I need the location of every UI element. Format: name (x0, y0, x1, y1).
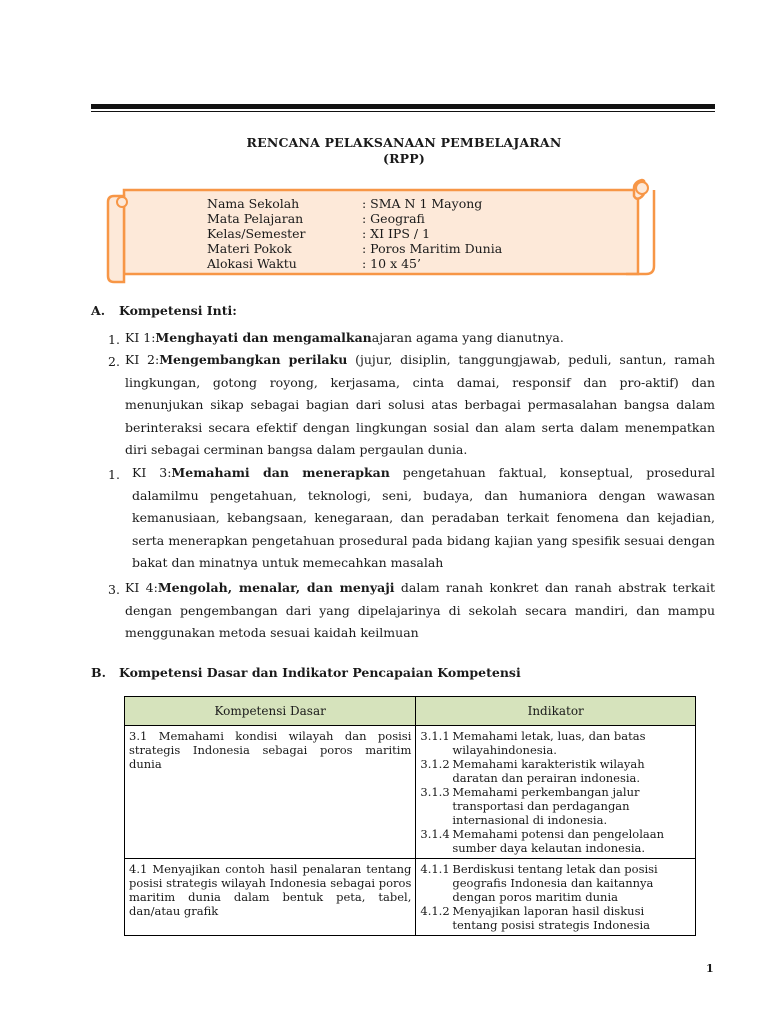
indicator-item (420, 862, 691, 904)
identity-row (207, 196, 562, 211)
ki-prefix: KI 2: (125, 352, 160, 367)
indicator-cell (416, 859, 696, 936)
table-row (125, 859, 696, 936)
indicator-item (420, 827, 691, 855)
competency-table (124, 696, 696, 936)
table-header-row (125, 697, 696, 726)
indicator-number: 3.1.1 (420, 729, 450, 743)
list-number: 2. (108, 354, 120, 369)
identity-value: : XI IPS / 1 (362, 226, 431, 241)
indicator-text: Menyajikan laporan hasil diskusi tentang posisi strategis Indonesia (452, 904, 650, 932)
ki-bold: Mengembangkan perilaku (159, 352, 348, 367)
table-row (125, 726, 696, 859)
identity-value: : SMA N 1 Mayong (362, 196, 483, 211)
ki-item (125, 577, 715, 645)
indicator-text: Memahami letak, luas, dan batas wilayahindonesia. (452, 729, 646, 757)
kd-cell: 3.1 Memahami kondisi wilayah dan posisi strategis Indonesia sebagai poros maritim dunia (125, 726, 416, 859)
identity-key: Kelas/Semester (207, 226, 306, 241)
ki-text: (jujur, disiplin, tanggungjawab, peduli, santun, ramah lingkungan, gotong royong, kerjasama, cinta damai, responsif dan pro-aktif) dan menunjukan sikap sebagai bagian dari solusi atas berbagai permasalahan bangsa dalam berinteraksi secara efektif dengan lingkungan sosial dan alam serta dalam menempatkan diri sebagai cerminan bangsa dalam pergaulan dunia. (125, 352, 715, 457)
indicator-number: 3.1.4 (420, 827, 450, 841)
ki-text: dalam ranah konkret dan ranah abstrak terkait dengan pengembangan dari yang dipelajarinya di sekolah secara mandiri, dan mampu menggunakan metoda sesuai kaidah keilmuan (125, 580, 715, 640)
ki-bold: Menghayati dan mengamalkan (155, 330, 372, 345)
list-number: 3. (108, 582, 120, 597)
document-subtitle: (RPP) (382, 151, 425, 166)
identity-row (207, 211, 562, 226)
section-letter: A. (91, 303, 106, 318)
ki-prefix: KI 4: (125, 580, 158, 595)
indicator-item (420, 757, 691, 785)
section-title: Kompetensi Inti: (119, 303, 237, 318)
list-number: 1. (108, 467, 120, 482)
indicator-number: 3.1.3 (420, 785, 450, 799)
ki-item (125, 327, 715, 350)
indicator-number: 4.1.1 (420, 862, 450, 876)
identity-value: : 10 x 45’ (362, 256, 421, 271)
ki-prefix: KI 3: (132, 465, 172, 480)
indicator-text: Berdiskusi tentang letak dan posisi geografis Indonesia dan kaitannya dengan poros maritim dunia (452, 862, 658, 904)
indicator-item (420, 729, 691, 757)
column-header: Indikator (416, 697, 696, 726)
identity-key: Materi Pokok (207, 241, 292, 256)
column-header: Kompetensi Dasar (125, 697, 416, 726)
kd-cell: 4.1 Menyajikan contoh hasil penalaran tentang posisi strategis wilayah Indonesia sebagai poros maritim dunia dalam bentuk peta, tabel, dan/atau grafik (125, 859, 416, 936)
identity-row (207, 256, 562, 271)
identity-key: Alokasi Waktu (207, 256, 297, 271)
section-b-heading (91, 665, 521, 680)
indicator-number: 4.1.2 (420, 904, 450, 918)
ki-bold: Memahami dan menerapkan (171, 465, 390, 480)
ki-text: pengetahuan faktual, konseptual, prosedural dalamilmu pengetahuan, teknologi, seni, budaya, dan humaniora dengan wawasan kemanusiaan, kebangsaan, kenegaraan, dan peradaban terkait fenomena dan kejadian, serta menerapkan pengetahuan prosedural pada bidang kajian yang spesifik sesuai dengan bakat dan minatnya untuk memecahkan masalah (132, 465, 715, 570)
ki-item (125, 349, 715, 462)
identity-value: : Poros Maritim Dunia (362, 241, 503, 256)
indicator-item (420, 904, 691, 932)
identity-row (207, 241, 562, 256)
identity-value: : Geografi (362, 211, 425, 226)
indicator-number: 3.1.2 (420, 757, 450, 771)
indicator-text: Memahami karakteristik wilayah daratan dan perairan indonesia. (452, 757, 645, 785)
indicator-text: Memahami potensi dan pengelolaan sumber daya kelautan indonesia. (452, 827, 664, 855)
ki-item (132, 462, 715, 575)
identity-key: Nama Sekolah (207, 196, 300, 211)
list-number: 1. (108, 332, 120, 347)
ki-prefix: KI 1: (125, 330, 156, 345)
ki-bold: Mengolah, menalar, dan menyaji (157, 580, 395, 595)
indicator-text: Memahami perkembangan jalur transportasi dan perdagangan internasional di indonesia. (452, 785, 640, 827)
section-a-heading (91, 303, 237, 318)
indicator-item (420, 785, 691, 827)
header-rule-thin (91, 111, 715, 112)
section-letter: B. (91, 665, 106, 680)
identity-key: Mata Pelajaran (207, 211, 304, 226)
indicator-cell (416, 726, 696, 859)
header-rule-thick (91, 104, 715, 109)
identity-row (207, 226, 562, 241)
identity-block (207, 196, 562, 271)
document-title: RENCANA PELAKSANAAN PEMBELAJARAN (246, 135, 562, 150)
section-title: Kompetensi Dasar dan Indikator Pencapaian Kompetensi (119, 665, 521, 680)
page-number: 1 (706, 962, 714, 975)
ki-text: ajaran agama yang dianutnya. (371, 330, 564, 345)
